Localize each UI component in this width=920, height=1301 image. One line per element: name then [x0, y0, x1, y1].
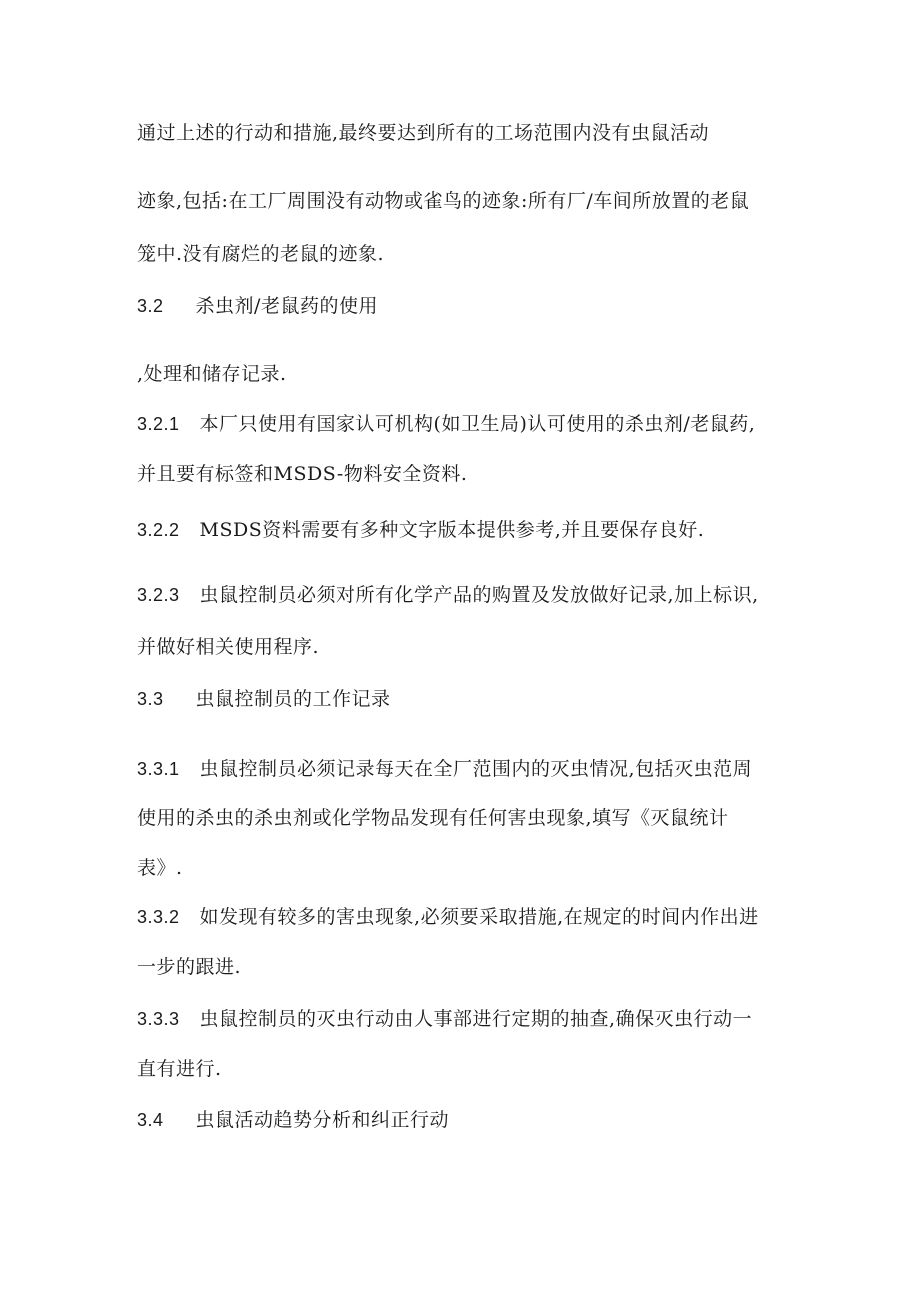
subsection-number: 3.3.1: [137, 759, 180, 779]
subsection-number: 3.2.3: [137, 585, 180, 605]
paragraph-line: [137, 462, 467, 486]
section-title: 虫鼠活动趋势分析和纠正行动: [195, 1109, 450, 1131]
paragraph-line: [137, 362, 287, 386]
line-text: 如发现有较多的害虫现象,必须要采取措施,在规定的时间内作出进: [199, 906, 759, 928]
line-text: ,处理和储存记录.: [137, 363, 287, 385]
paragraph-line: [137, 1057, 222, 1081]
line-text: 并且要有标签和MSDS-物料安全资料.: [137, 463, 468, 485]
line-text: 通过上述的行动和措施,最终要达到所有的工场范围内没有虫鼠活动: [137, 122, 710, 144]
section-number: 3.2: [137, 296, 164, 316]
line-text: 本厂只使用有国家认可机构(如卫生局)认可使用的杀虫剂/老鼠药,: [199, 413, 756, 435]
line-text: 一步的跟进.: [137, 956, 242, 978]
subsection-line: [137, 518, 704, 542]
line-text: 直有进行.: [137, 1058, 222, 1080]
subsection-number: 3.3.3: [137, 1009, 180, 1029]
paragraph-line: [137, 121, 709, 145]
paragraph-line: [137, 856, 183, 880]
section-number: 3.4: [137, 1110, 164, 1130]
subsection-line: [137, 412, 755, 436]
section-heading: [137, 1108, 449, 1132]
section-title: 杀虫剂/老鼠药的使用: [195, 295, 378, 317]
paragraph-line: [137, 242, 384, 266]
line-text: 虫鼠控制员必须对所有化学产品的购置及发放做好记录,加上标识,: [199, 584, 759, 606]
paragraph-line: [137, 806, 729, 830]
paragraph-line: [137, 955, 241, 979]
subsection-line: [137, 583, 759, 607]
subsection-number: 3.2.2: [137, 520, 180, 540]
subsection-number: 3.2.1: [137, 414, 180, 434]
subsection-line: [137, 757, 752, 781]
paragraph-line: [137, 635, 319, 659]
subsection-line: [137, 905, 759, 929]
subsection-line: [137, 1007, 752, 1031]
line-text: 虫鼠控制员必须记录每天在全厂范围内的灭虫情况,包括灭虫范周: [199, 758, 753, 780]
section-heading: [137, 687, 391, 711]
section-number: 3.3: [137, 689, 164, 709]
paragraph-line: [137, 189, 749, 213]
line-text: MSDS资料需要有多种文字版本提供参考,并且要保存良好.: [199, 519, 705, 541]
line-text: 表》.: [137, 857, 183, 879]
line-text: 并做好相关使用程序.: [137, 636, 320, 658]
line-text: 迹象,包括:在工厂周围没有动物或雀鸟的迹象:所有厂/车间所放置的老鼠: [137, 190, 750, 212]
subsection-number: 3.3.2: [137, 907, 180, 927]
line-text: 虫鼠控制员的灭虫行动由人事部进行定期的抽查,确保灭虫行动一: [199, 1008, 753, 1030]
section-heading: [137, 294, 378, 318]
line-text: 使用的杀虫的杀虫剂或化学物品发现有任何害虫现象,填写《灭鼠统计: [137, 807, 729, 829]
line-text: 笼中.没有腐烂的老鼠的迹象.: [137, 243, 385, 265]
section-title: 虫鼠控制员的工作记录: [195, 688, 391, 710]
